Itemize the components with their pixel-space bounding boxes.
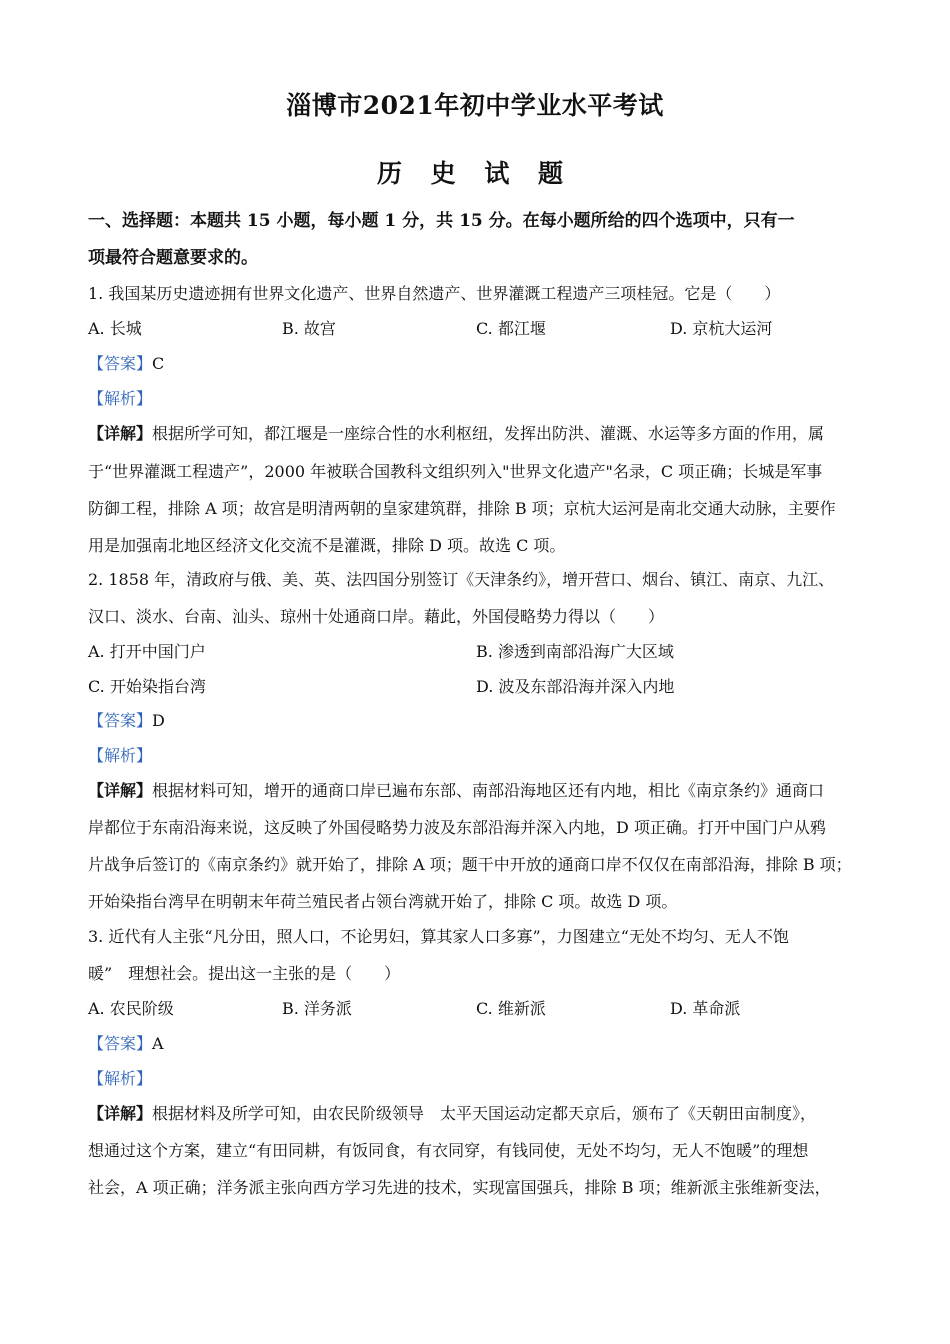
q2-stem-line-1: 2. 1858 年，清政府与俄、美、英、法四国分别签订《天津条约》，增开营口、烟台、镇江、南京、九江、 <box>88 570 835 589</box>
q2-stem-line-2: 汉口、淡水、台南、汕头、琼州十处通商口岸。藉此，外国侵略势力得以（ ） <box>88 607 665 626</box>
q3-answer-value: A <box>152 1034 164 1053</box>
detail-tag: 【详解】 <box>88 781 153 800</box>
section-line-1: 一、选择题：本题共 15 小题，每小题 1 分，共 15 分。在每小题所给的四个选项中，只有一 <box>88 211 795 231</box>
section-heading <box>88 203 868 277</box>
q2-option-d: D. 波及东部沿海并深入内地 <box>476 677 675 696</box>
subject-title: 历 史 试 题 <box>376 159 574 188</box>
detail-tag: 【详解】 <box>88 424 153 443</box>
q3-stem-line-2: 暖” 理想社会。提出这一主张的是（ ） <box>88 964 401 983</box>
q1-detail-line-4: 用是加强南北地区经济文化交流不是灌溉，排除 D 项。故选 C 项。 <box>88 536 566 555</box>
q2-option-a: A. 打开中国门户 <box>88 642 206 661</box>
q2-option-b: B. 渗透到南部沿海广大区域 <box>476 642 674 661</box>
q1-answer <box>88 354 164 374</box>
q1-option-d: D. 京杭大运河 <box>670 319 773 338</box>
q1-option-b: B. 故宫 <box>282 319 336 338</box>
q3-detail-line-1 <box>88 1104 816 1124</box>
q1-analysis-tag: 【解析】 <box>88 389 153 408</box>
answer-tag: 【答案】 <box>88 1034 153 1053</box>
detail-tag: 【详解】 <box>88 1104 153 1123</box>
q3-detail-line-3: 社会，A 项正确；洋务派主张向西方学习先进的技术，实现富国强兵，排除 B 项；维新派主张维新变法， <box>88 1178 831 1197</box>
section-line-2: 项最符合题意要求的。 <box>88 248 258 268</box>
q1-answer-value: C <box>152 354 165 373</box>
q3-detail-line-2: 想通过这个方案，建立“有田同耕，有饭同食，有衣同穿，有钱同使，无处不均匀，无人不饱暖”的理想 <box>88 1141 809 1160</box>
q1-option-c: C. 都江堰 <box>476 319 546 338</box>
exam-title: 淄博市2021年初中学业水平考试 <box>286 91 664 120</box>
q2-detail-line-2: 岸都位于东南沿海来说，这反映了外国侵略势力波及东部沿海并深入内地，D 项正确。打开中国门户从鸦 <box>88 818 826 837</box>
q3-stem-line-1: 3. 近代有人主张“凡分田，照人口，不论男妇，算其家人口多寡”，力图建立“无处不均匀、无人不饱 <box>88 927 789 946</box>
q3-answer <box>88 1034 164 1054</box>
answer-tag: 【答案】 <box>88 711 153 730</box>
q2-detail-text-1: 根据材料可知，增开的通商口岸已遍布东部、南部沿海地区还有内地，相比《南京条约》通商口 <box>152 781 825 800</box>
q3-option-a: A. 农民阶级 <box>88 999 174 1018</box>
q1-detail-text-1: 根据所学可知，都江堰是一座综合性的水利枢纽，发挥出防洪、灌溉、水运等多方面的作用，属 <box>152 424 825 443</box>
q1-stem: 1. 我国某历史遗迹拥有世界文化遗产、世界自然遗产、世界灌溉工程遗产三项桂冠。它是（ ） <box>88 284 781 303</box>
q3-option-d: D. 革命派 <box>670 999 741 1018</box>
q1-detail-line-2: 于“世界灌溉工程遗产”，2000 年被联合国教科文组织列入"世界文化遗产"名录，C 项正确；长城是军事 <box>88 462 823 481</box>
q2-detail-line-1 <box>88 781 824 801</box>
q2-detail-line-4: 开始染指台湾早在明朝末年荷兰殖民者占领台湾就开始了，排除 C 项。故选 D 项。 <box>88 892 678 911</box>
q1-detail-line-1 <box>88 424 824 444</box>
q1-detail-line-3: 防御工程，排除 A 项；故宫是明清两朝的皇家建筑群，排除 B 项；京杭大运河是南北交通大动脉，主要作 <box>88 499 836 518</box>
q2-detail-line-3: 片战争后签订的《南京条约》就开始了，排除 A 项；题干中开放的通商口岸不仅仅在南部沿海，排除 B 项； <box>88 855 852 874</box>
q1-option-a: A. 长城 <box>88 319 142 338</box>
q2-answer-value: D <box>152 711 165 730</box>
q3-option-c: C. 维新派 <box>476 999 546 1018</box>
q2-answer <box>88 711 165 731</box>
q2-analysis-tag: 【解析】 <box>88 746 153 765</box>
q3-detail-text-1: 根据材料及所学可知，由农民阶级领导 太平天国运动定都天京后，颁布了《天朝田亩制度》， <box>152 1104 817 1123</box>
q3-analysis-tag: 【解析】 <box>88 1069 153 1088</box>
answer-tag: 【答案】 <box>88 354 153 373</box>
q2-option-c: C. 开始染指台湾 <box>88 677 206 696</box>
q3-option-b: B. 洋务派 <box>282 999 352 1018</box>
